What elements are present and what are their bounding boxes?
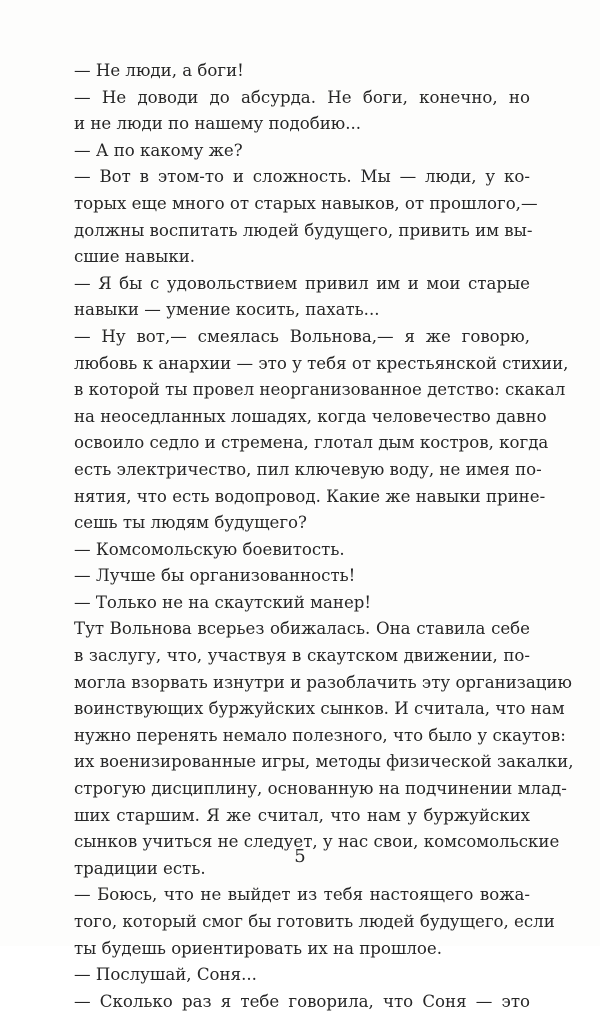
text-line: — Лучше бы организованность! (74, 566, 356, 586)
text-line: — Сколько раз я тебе говорила, что Соня — это (74, 991, 530, 1011)
text-line: есть электричество, пил ключевую воду, не имея по- (74, 459, 542, 479)
text-line: освоило седло и стремена, глотал дым костров, когда (74, 433, 549, 453)
text-line: их военизированные игры, методы физической закалки, (74, 752, 574, 772)
text-line: в которой ты провел неорганизованное детство: скакал (74, 380, 566, 400)
text-line: — А по какому же? (74, 140, 243, 160)
text-line: должны воспитать людей будущего, привить им вы- (74, 220, 533, 240)
text-line: строгую дисциплину, основанную на подчинении млад- (74, 779, 567, 799)
text-line: нужно перенять немало полезного, что было у скаутов: (74, 725, 566, 745)
text-line: нятия, что есть водопровод. Какие же навыки прине- (74, 486, 546, 506)
text-line: сынков учиться не следует, у нас свои, комсомольские (74, 832, 560, 852)
text-line: традиции есть. (74, 858, 206, 878)
text-line: — Послушай, Соня... (74, 965, 257, 985)
page-number: 5 (294, 846, 306, 867)
text-line: — Комсомольскую боевитость. (74, 539, 345, 559)
text-line: — Я бы с удовольствием привил им и мои старые (74, 273, 530, 293)
text-line: — Вот в этом-то и сложность. Мы — люди, у ко- (74, 167, 530, 187)
text-line: — Ну вот,— смеялась Вольнова,— я же говорю, (74, 326, 530, 346)
text-line: — Только не на скаутский манер! (74, 592, 372, 612)
text-line: любовь к анархии — это у тебя от крестьянской стихии, (74, 353, 569, 373)
text-line: торых еще много от старых навыков, от прошлого,— (74, 193, 538, 213)
text-line: могла взорвать изнутри и разоблачить эту организацию (74, 672, 572, 692)
text-line: — Не доводи до абсурда. Не боги, конечно, но (74, 87, 530, 107)
page-text (74, 58, 574, 1015)
text-line: и не люди по нашему подобию... (74, 114, 362, 134)
text-line: — Не люди, а боги! (74, 61, 244, 80)
text-line: — Боюсь, что не выйдет из тебя настоящего вожа- (74, 885, 530, 905)
text-line: сешь ты людям будущего? (74, 513, 307, 533)
text-line: Тут Вольнова всерьез обижалась. Она ставила себе (74, 619, 530, 639)
text-line: на неоседланных лошадях, когда человечество давно (74, 406, 547, 426)
text-line: того, который смог бы готовить людей будущего, если (74, 912, 555, 931)
text-line: ших старшим. Я же считал, что нам у буржуйских (74, 805, 530, 825)
text-line: навыки — умение косить, пахать... (74, 300, 380, 320)
text-line: ты будешь ориентировать их на прошлое. (74, 938, 442, 958)
text-line: сшие навыки. (74, 247, 196, 267)
text-line: воинствующих буржуйских сынков. И считала, что нам (74, 699, 565, 719)
text-line: в заслугу, что, участвуя в скаутском движении, по- (74, 646, 530, 666)
